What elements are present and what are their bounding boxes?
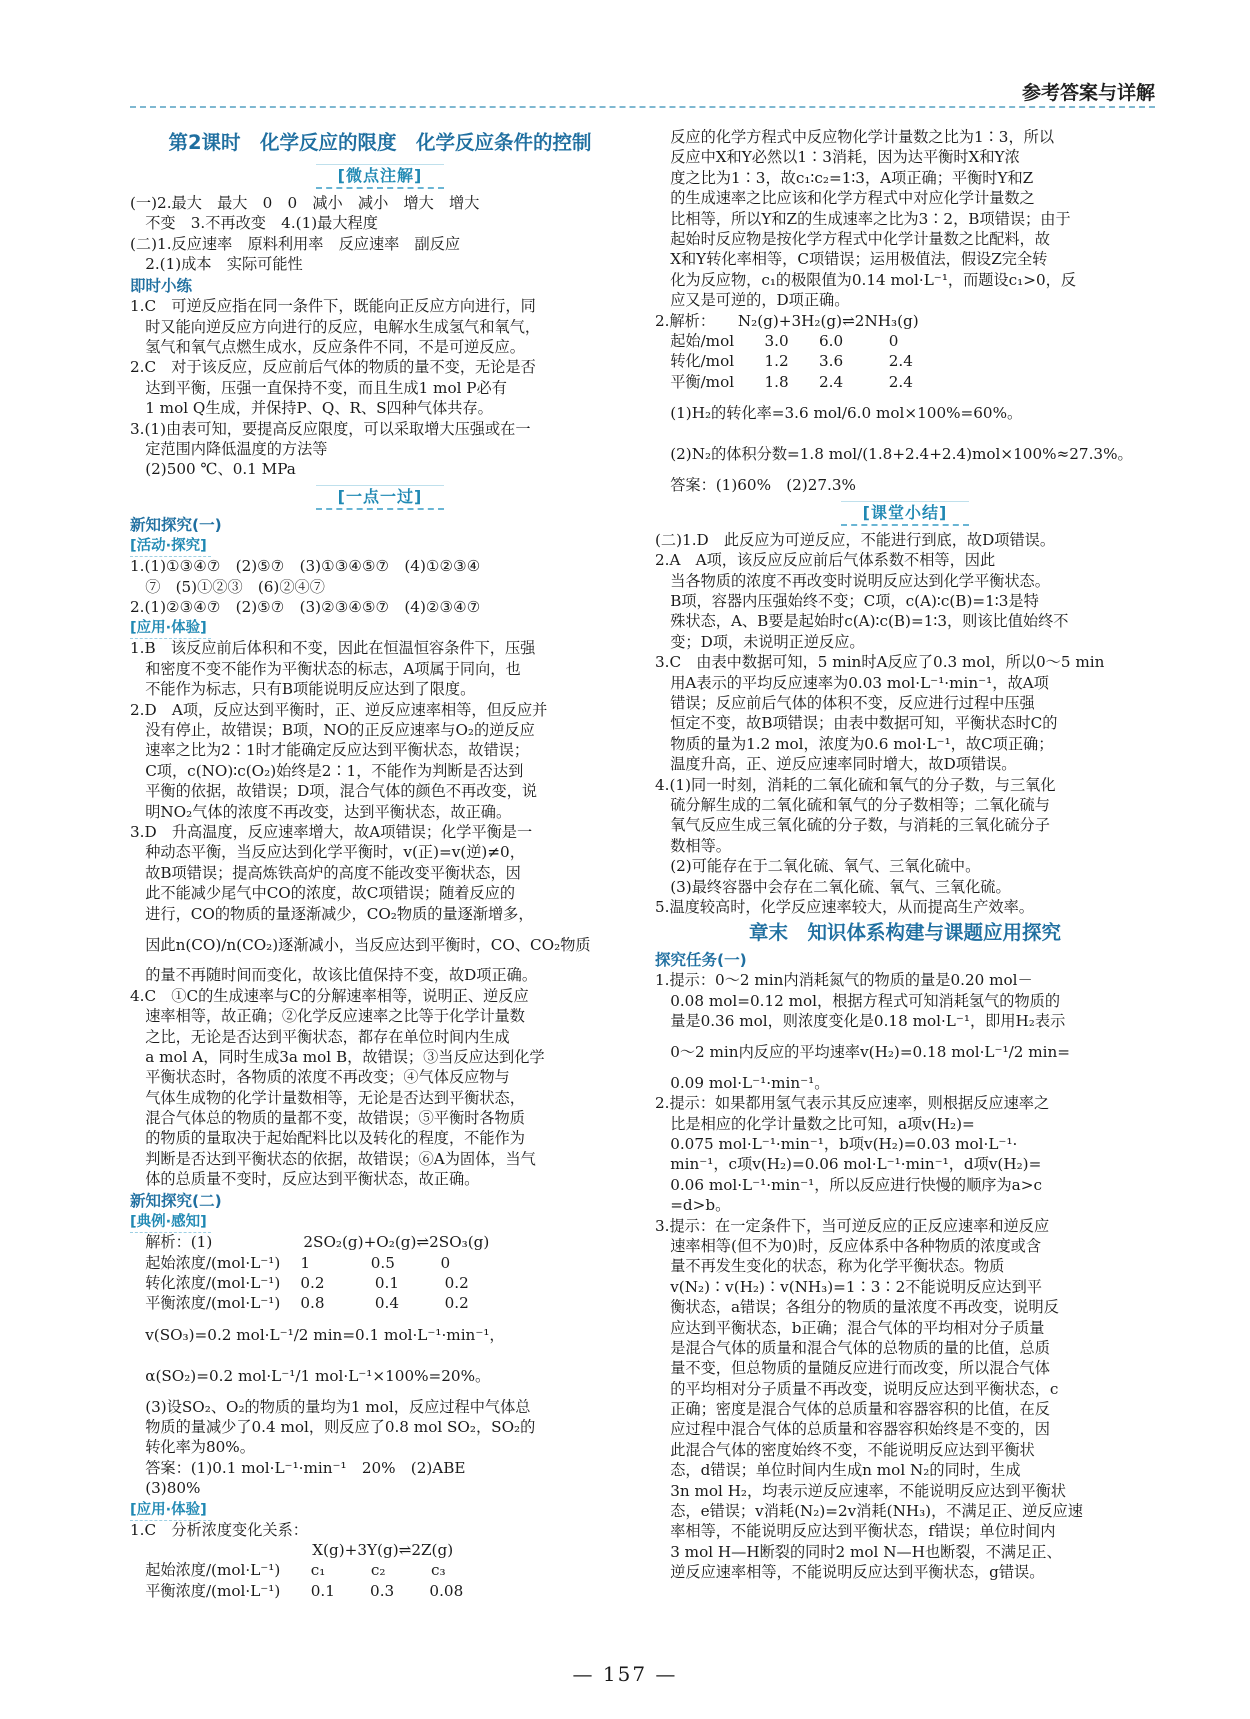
text-line: 2.A A项，该反应反应前后气体系数不相等，因此	[655, 551, 996, 570]
section-banner-label: [一点一过]	[316, 485, 445, 510]
text-line: C项，c(NO)∶c(O₂)始终是2∶1，不能作为判断是否达到	[130, 761, 524, 780]
header-divider	[130, 106, 1155, 108]
text-line: 速率之比为2∶1时才能确定反应达到平衡状态，故错误；	[130, 741, 530, 760]
text-line: 转化率为80%。	[130, 1438, 255, 1457]
text-line: 判断是否达到平衡状态的依据，故错误；⑥A为固体，当气	[130, 1149, 536, 1168]
text-line: (二)1.D 此反应为可逆反应，不能进行到底，故D项错误。	[655, 530, 1056, 549]
text-line: 错误；反应前后气体的体积不变，反应进行过程中压强	[655, 693, 1035, 712]
text-line: (2)可能存在于二氧化硫、氧气、三氧化硫中。	[655, 857, 981, 876]
text-line: (3)80%	[130, 1479, 201, 1498]
text-line: 当各物质的浓度不再改变时说明反应达到化学平衡状态。	[655, 571, 1050, 590]
text-line: 没有停止，故错误；B项，NO的正反应速率与O₂的逆反应	[130, 721, 535, 740]
left-column	[130, 128, 630, 1683]
text-line: 故B项错误；提高炼铁高炉的高度不能改变平衡状态，因	[130, 863, 521, 882]
text-line: 率相等，不能说明反应达到平衡状态，f错误；单位时间内	[655, 1522, 1056, 1541]
text-line: 3.C 由表中数据可知，5 min时A反应了0.3 mol，所以0～5 min	[655, 653, 1105, 672]
subsection-label: [活动·探究]	[130, 537, 211, 557]
text-line: 2.提示：如果都用氢气表示其反应速率，则根据反应速率之	[655, 1094, 1050, 1113]
text-line: 平衡浓度/(mol·L⁻¹) 0.8 0.4 0.2	[130, 1294, 469, 1313]
subsection-heading	[130, 1500, 630, 1521]
text-line: 1 mol Q生成，并保持P、Q、R、S四种气体共存。	[130, 399, 493, 418]
text-line: 和密度不变不能作为平衡状态的标志，A项属于同向，也	[130, 659, 521, 678]
text-line: 3n mol H₂，均表示逆反应速率，不能说明反应达到平衡状	[655, 1481, 1066, 1500]
text-line: 应又是可逆的，D项正确。	[655, 291, 850, 310]
text-line: 氧气反应生成三氧化硫的分子数，与消耗的三氧化硫分子	[655, 816, 1050, 835]
text-line: 速率相等，故正确；②化学反应速率之比等于化学计量数	[130, 1007, 525, 1026]
text-line: 物质的量为1.2 mol，浓度为0.6 mol·L⁻¹，故C项正确；	[655, 734, 1054, 753]
text-line: 种动态平衡，当反应达到化学平衡时，v(正)=v(逆)≠0，	[130, 843, 525, 862]
text-line: 气体生成物的化学计量数相等，无论是否达到平衡状态，	[130, 1088, 525, 1107]
lesson-title: 章末 知识体系构建与课题应用探究	[748, 921, 1061, 945]
text-line: 温度升高，正、逆反应速率同时增大，故D项错误。	[655, 755, 1017, 774]
text-line: 起始浓度/(mol·L⁻¹) 1 0.5 0	[130, 1253, 451, 1272]
text-line: min⁻¹，c项v(H₂)=0.06 mol·L⁻¹·min⁻¹，d项v(H₂)=	[655, 1155, 1042, 1174]
formula-line: 0～2 min内反应的平均速率v(H₂)=0.18 mol·L⁻¹/2 min=	[655, 1043, 1070, 1062]
text-line: 度之比为1∶3，故c₁∶c₂=1∶3，A项正确；平衡时Y和Z	[655, 168, 1034, 187]
text-line: 反应的化学方程式中反应物化学计量数之比为1∶3，所以	[655, 128, 1055, 146]
text-line: 不变 3.不再改变 4.(1)最大程度	[130, 214, 378, 233]
text-line: 1.B 该反应前后体积和不变，因此在恒温恒容条件下，压强	[130, 639, 536, 658]
text-line: 反应中X和Y必然以1∶3消耗，因为达平衡时X和Y浓	[655, 148, 1020, 167]
text-line: 3.(1)由表可知，要提高反应限度，可以采取增大压强或在一	[130, 419, 531, 438]
text-line: =d>b。	[655, 1196, 731, 1215]
section-heading: 新知探究(二)	[130, 1192, 222, 1211]
text-line: 平衡的依据，故错误；D项，混合气体的颜色不再改变，说	[130, 782, 538, 801]
formula-line: (1)H₂的转化率=3.6 mol/6.0 mol×100%=60%。	[655, 404, 1023, 423]
text-line: 2.解析： N₂(g)+3H₂(g)⇌2NH₃(g)	[655, 311, 919, 330]
text-line: (一)2.最大 最大 0 0 减小 减小 增大 增大	[130, 194, 480, 212]
text-line: 3 mol H—H断裂的同时2 mol N—H也断裂，不满足正、	[655, 1542, 1062, 1561]
text-line: 起始浓度/(mol·L⁻¹) c₁ c₂ c₃	[130, 1561, 446, 1580]
text-line: v(N₂)∶v(H₂)∶v(NH₃)=1∶3∶2不能说明反应达到平	[655, 1277, 1042, 1296]
right-column	[655, 128, 1155, 1683]
text-line: 2.D A项，反应达到平衡时，正、逆反应速率相等，但反应并	[130, 700, 548, 719]
section-heading: 新知探究(一)	[130, 516, 222, 535]
text-line: 明NO₂气体的浓度不再改变，达到平衡状态，故正确。	[130, 802, 512, 821]
text-line: 衡状态，a错误；各组分的物质的量浓度不再改变，说明反	[655, 1298, 1059, 1317]
text-line: 4.(1)同一时刻，消耗的二氧化硫和氧气的分子数，与三氧化	[655, 775, 1056, 794]
formula-line: (2)N₂的体积分数=1.8 mol/(1.8+2.4+2.4)mol×100%≈27.3%。	[655, 445, 1133, 464]
text-line: 3.提示：在一定条件下，当可逆反应的正反应速率和逆反应	[655, 1216, 1050, 1235]
text-line: 4.C ①C的生成速率与C的分解速率相等，说明正、逆反应	[130, 986, 529, 1005]
text-line: 比相等，所以Y和Z的生成速率之比为3∶2，B项错误；由于	[655, 209, 1071, 228]
text-line: 平衡状态时，各物质的浓度不再改变；④气体反应物与	[130, 1068, 510, 1087]
text-line: 的物质的量取决于起始配料比以及转化的程度，不能作为	[130, 1129, 525, 1148]
text-line: 答案：(1)0.1 mol·L⁻¹·min⁻¹ 20% (2)ABE	[130, 1458, 466, 1477]
section-banner	[655, 501, 1155, 525]
subsection-label: [应用·体验]	[130, 619, 211, 639]
text-line: 速率相等(但不为0)时，反应体系中各种物质的浓度或含	[655, 1236, 1042, 1255]
text-line: 2.(1)成本 实际可能性	[130, 255, 303, 274]
subsection-heading	[130, 536, 630, 557]
text-line: (2)500 ℃、0.1 MPa	[130, 460, 296, 479]
text-line: 化为反应物，c₁的极限值为0.14 mol·L⁻¹，而题设c₁>0，反	[655, 270, 1077, 289]
text-line: (3)设SO₂、O₂的物质的量均为1 mol，反应过程中气体总	[130, 1397, 531, 1416]
text-line: 0.08 mol=0.12 mol，根据方程式可知消耗氢气的物质的	[655, 991, 1061, 1010]
text-line: 1.(1)①③④⑦ (2)⑤⑦ (3)①③④⑤⑦ (4)①②③④	[130, 557, 481, 576]
text-line: 的平均相对分子质量不再改变，说明反应达到平衡状态，c	[655, 1379, 1059, 1398]
text-line: X和Y转化率相等，C项错误；运用极值法，假设Z完全转	[655, 250, 1048, 269]
text-line: 态，d错误；单位时间内生成n mol N₂的同时，生成	[655, 1461, 1021, 1480]
text-line: 数相等。	[655, 836, 731, 855]
text-line: B项，容器内压强始终不变；C项，c(A)∶c(B)=1∶3是特	[655, 592, 1039, 611]
section-heading: 即时小练	[130, 277, 193, 296]
text-line: 不能作为标志，只有B项能说明反应达到了限度。	[130, 680, 476, 699]
text-line: 态，e错误；v消耗(N₂)=2v消耗(NH₃)，不满足正、逆反应速	[655, 1502, 1083, 1521]
text-line: 进行，CO的物质的量逐渐减少，CO₂物质的量逐渐增多，	[130, 904, 534, 923]
text-line: 5.温度较高时，化学反应速率较大，从而提高生产效率。	[655, 897, 1034, 916]
text-line: 变；D项，未说明正逆反应。	[655, 632, 865, 651]
formula-line: v(SO₃)=0.2 mol·L⁻¹/2 min=0.1 mol·L⁻¹·min⁻¹，	[130, 1325, 505, 1344]
text-line: 硫分解生成的二氧化硫和氧气的分子数相等；二氧化硫与	[655, 795, 1050, 814]
text-line: 达到平衡，压强一直保持不变，而且生成1 mol P必有	[130, 378, 507, 397]
subsection-heading	[130, 618, 630, 639]
text-line: 此混合气体的密度始终不变，不能说明反应达到平衡状	[655, 1440, 1035, 1459]
text-line: 2.(1)②③④⑦ (2)⑤⑦ (3)②③④⑤⑦ (4)②③④⑦	[130, 598, 481, 617]
text-line: 2.C 对于该反应，反应前后气体的物质的量不变，无论是否	[130, 358, 536, 377]
text-line: 混合气体总的物质的量都不变，故错误；⑤平衡时各物质	[130, 1109, 525, 1128]
text-line: 平衡/mol 1.8 2.4 2.4	[655, 372, 913, 391]
text-line: 体的总质量不变时，反应达到平衡状态，故正确。	[130, 1170, 480, 1189]
section-banner	[130, 164, 630, 188]
text-line: 0.075 mol·L⁻¹·min⁻¹，b项v(H₂)=0.03 mol·L⁻¹·	[655, 1135, 1018, 1154]
text-line: 0.09 mol·L⁻¹·min⁻¹。	[655, 1073, 830, 1092]
text-line: 起始时反应物是按化学方程式中化学计量数之比配料，故	[655, 229, 1050, 248]
text-line: 解析：(1) 2SO₂(g)+O₂(g)⇌2SO₃(g)	[130, 1233, 490, 1252]
text-line: a mol A，同时生成3a mol B，故错误；③当反应达到化学	[130, 1047, 545, 1066]
header-title: 参考答案与详解	[1021, 82, 1155, 104]
text-line: 正确；密度是混合气体的总质量和容器容积的比值，在反	[655, 1400, 1050, 1419]
section-heading: 探究任务(一)	[655, 951, 747, 970]
text-line: 的量不再随时间而变化，故该比值保持不变，故D项正确。	[130, 966, 538, 985]
formula-line: 因此n(CO)/n(CO₂)逐渐减小，当反应达到平衡时，CO、CO₂物质	[130, 935, 591, 954]
text-line: 之比，无论是否达到平衡状态，都存在单位时间内生成	[130, 1027, 510, 1046]
section-banner	[130, 485, 630, 509]
lesson-title: 第2课时 化学反应的限度 化学反应条件的控制	[168, 131, 592, 154]
text-line: 此不能减少尾气中CO的浓度，故C项错误；随着反应的	[130, 884, 516, 903]
page-header	[130, 78, 1155, 108]
text-line: 1.C 分析浓度变化关系：	[130, 1520, 308, 1539]
text-line: 恒定不变，故B项错误；由表中数据可知，平衡状态时C的	[655, 714, 1058, 733]
text-line: 的生成速率之比应该和化学方程式中对应化学计量数之	[655, 189, 1035, 208]
text-line: 转化浓度/(mol·L⁻¹) 0.2 0.1 0.2	[130, 1274, 469, 1293]
text-line: 氢气和氧气点燃生成水，反应条件不同，不是可逆反应。	[130, 337, 525, 356]
section-banner-label: [微点注解]	[316, 164, 445, 189]
text-line: 量不变，但总物质的量随反应进行而改变，所以混合气体	[655, 1359, 1050, 1378]
text-line: 1.提示：0～2 min内消耗氮气的物质的量是0.20 mol－	[655, 971, 1033, 990]
text-line: 应过程中混合气体的总质量和容器容积始终是不变的，因	[655, 1420, 1050, 1439]
text-line: 比是相应的化学计量数之比可知，a项v(H₂)=	[655, 1114, 975, 1133]
text-line: 是混合气体的质量和混合气体的总物质的量的比值，总质	[655, 1338, 1050, 1357]
text-line: (3)最终容器中会存在二氧化硫、氧气、三氧化硫。	[655, 877, 1011, 896]
subsection-heading	[130, 1212, 630, 1233]
text-line: 答案：(1)60% (2)27.3%	[655, 475, 856, 494]
text-line: 转化/mol 1.2 3.6 2.4	[655, 352, 913, 371]
text-line: 平衡浓度/(mol·L⁻¹) 0.1 0.3 0.08	[130, 1581, 464, 1600]
text-line: 用A表示的平均反应速率为0.03 mol·L⁻¹·min⁻¹，故A项	[655, 673, 1049, 692]
text-line: 定范围内降低温度的方法等	[130, 439, 328, 458]
section-banner-label: [课堂小结]	[841, 501, 970, 526]
text-line: 殊状态，A、B要是起始时c(A)∶c(B)=1∶3，则该比值始终不	[655, 612, 1069, 631]
text-line: 1.C 可逆反应指在同一条件下，既能向正反应方向进行，同	[130, 297, 536, 316]
text-line: 3.D 升高温度，反应速率增大，故A项错误；化学平衡是一	[130, 822, 533, 841]
text-line: 应达到平衡状态，b正确；混合气体的平均相对分子质量	[655, 1318, 1045, 1337]
text-line: X(g)+3Y(g)⇌2Z(g)	[130, 1540, 454, 1559]
subsection-label: [应用·体验]	[130, 1501, 211, 1521]
text-line: ⑦ (5)①②③ (6)②④⑦	[130, 577, 325, 596]
subsection-label: [典例·感知]	[130, 1213, 211, 1233]
text-line: 量不再发生变化的状态，称为化学平衡状态。物质	[655, 1257, 1005, 1276]
text-line: 量是0.36 mol，则浓度变化是0.18 mol·L⁻¹，即用H₂表示	[655, 1012, 1066, 1031]
text-line: 时又能向逆反应方向进行的反应，电解水生成氢气和氧气，	[130, 317, 541, 336]
page-number: — 157 —	[572, 1662, 678, 1686]
text-line: 物质的量减少了0.4 mol，则反应了0.8 mol SO₂，SO₂的	[130, 1417, 536, 1436]
text-line: 0.06 mol·L⁻¹·min⁻¹，所以反应进行快慢的顺序为a>c	[655, 1175, 1042, 1194]
text-line: 逆反应速率相等，不能说明反应达到平衡状态，g错误。	[655, 1563, 1045, 1582]
text-line: 起始/mol 3.0 6.0 0	[655, 331, 899, 350]
text-line: (二)1.反应速率 原料利用率 反应速率 副反应	[130, 234, 461, 253]
formula-line: α(SO₂)=0.2 mol·L⁻¹/1 mol·L⁻¹×100%=20%。	[130, 1367, 491, 1386]
